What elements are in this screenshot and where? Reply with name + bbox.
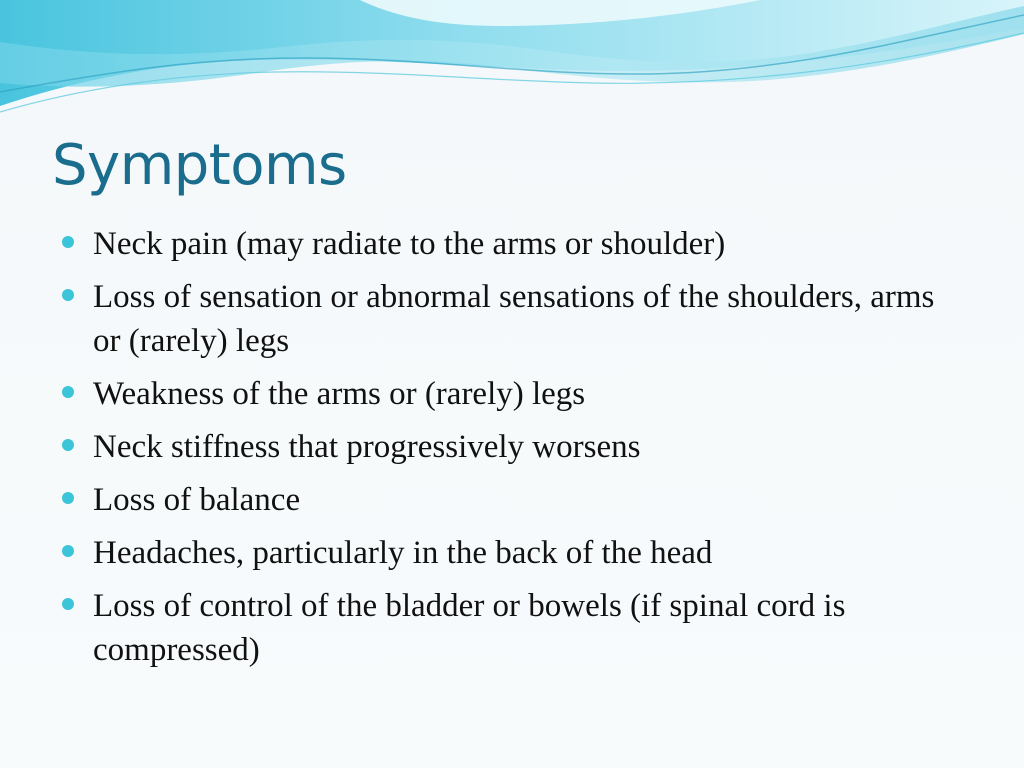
list-item-text: Loss of balance bbox=[93, 482, 301, 518]
list-item bbox=[62, 584, 962, 672]
list-item bbox=[62, 372, 962, 416]
bullet-dot-icon bbox=[62, 439, 74, 451]
list-item-text: Loss of sensation or abnormal sensations of the shoulders, arms or (rarely) legs bbox=[93, 279, 935, 359]
list-item bbox=[62, 275, 962, 363]
bullet-dot-icon bbox=[62, 236, 74, 248]
list-item bbox=[62, 222, 962, 266]
wave-header-decoration bbox=[0, 0, 1024, 140]
list-item bbox=[62, 478, 962, 522]
list-item-text: Neck stiffness that progressively worsens bbox=[93, 429, 641, 465]
list-item-text: Weakness of the arms or (rarely) legs bbox=[93, 376, 586, 412]
list-item-text: Headaches, particularly in the back of the head bbox=[93, 535, 713, 571]
bullet-dot-icon bbox=[62, 289, 74, 301]
list-item bbox=[62, 531, 962, 575]
symptom-list bbox=[62, 222, 962, 681]
page-title: Symptoms bbox=[52, 133, 347, 198]
list-item-text: Loss of control of the bladder or bowels (if spinal cord is compressed) bbox=[93, 588, 846, 668]
list-item-text: Neck pain (may radiate to the arms or shoulder) bbox=[93, 226, 726, 262]
bullet-dot-icon bbox=[62, 545, 74, 557]
list-item bbox=[62, 425, 962, 469]
bullet-dot-icon bbox=[62, 598, 74, 610]
bullet-dot-icon bbox=[62, 386, 74, 398]
bullet-dot-icon bbox=[62, 492, 74, 504]
